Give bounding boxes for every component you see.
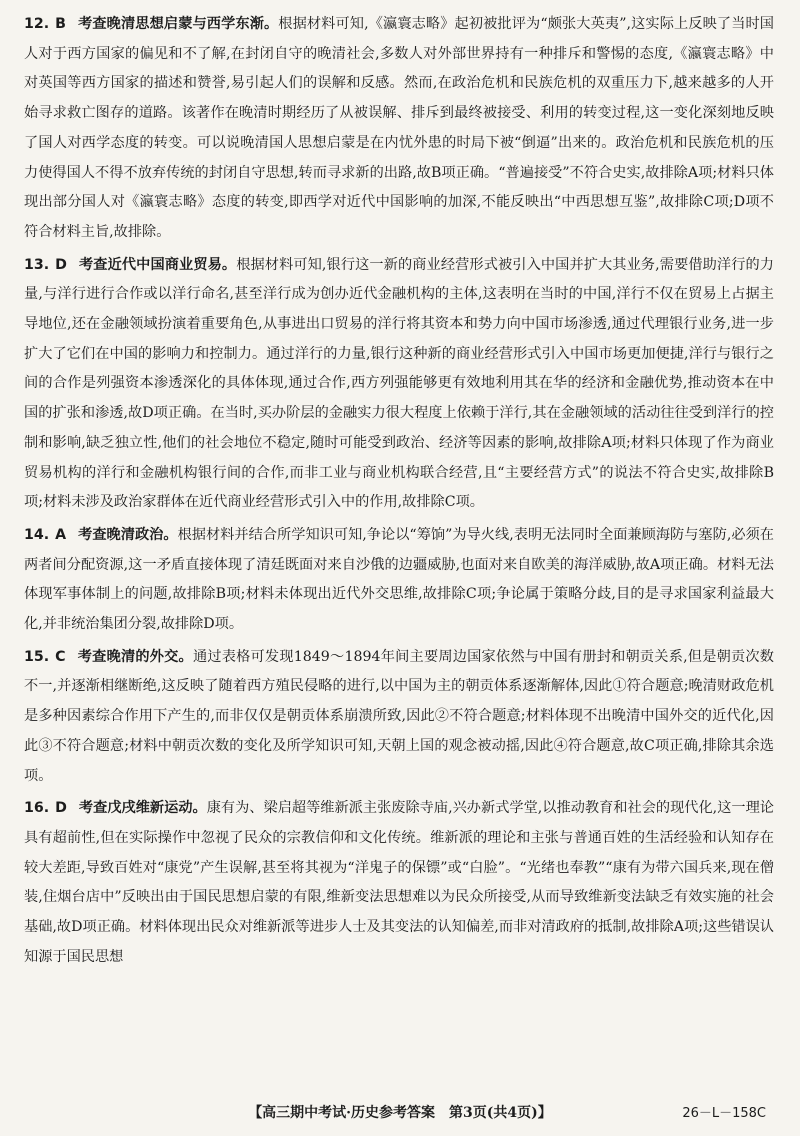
answer-explanation: 根据材料可知,《瀛寰志略》起初被批评为“颇张大英夷”,这实际上反映了当时国人对于西方国家的偏见和不了解,在封闭自守的晚清社会,多数人对外部世界持有一种排斥和警惕的态度,《瀛寰志略》中对英国等西方国家的描述和赞誉,易引起人们的误解和反感。然而,在政治危机和民族危机的双重压力下,越来越多的人开始寻求救亡图存的道路。该著作在晚清时期经历了从被误解、排斥到最终被接受、利用的转变过程,这一变化深刻地反映了国人对西学态度的转变。可以说晚清国人思想启蒙是在内忧外患的时局下被“倒逼”出来的。政治危机和民族危机的压力使得国人不得不放弃传统的封闭自守思想,转而寻求新的出路,故B项正确。“普遍接受”不符合史实,故排除A项;材料只体现出部分国人对《瀛寰志略》态度的转变,即西学对近代中国影响的加深,不能反映出“中西思想互鉴”,故排除C项;D项不符合材料主旨,故排除。 <box>24 16 774 240</box>
answer-16 <box>24 794 774 972</box>
answer-letter: A <box>55 526 67 543</box>
answer-topic: 考查晚清思想启蒙与西学东渐。 <box>77 16 279 32</box>
footer-title: 【高三期中考试·历史参考答案 第3页(共4页)】 <box>248 1105 552 1121</box>
question-number: 16. <box>24 800 50 817</box>
answer-13-paragraph <box>24 251 774 518</box>
question-number: 12. <box>24 16 50 32</box>
answer-13 <box>24 251 774 518</box>
answer-topic: 考查戊戌维新运动。 <box>78 800 207 817</box>
answer-explanation: 通过表格可发现1849～1894年间主要周边国家依然与中国有册封和朝贡关系,但是朝贡次数不一,并逐渐相继断绝,这反映了随着西方殖民侵略的进行,以中国为主的朝贡体系逐渐解体,因此①符合题意;晚清财政危机是多种因素综合作用下产生的,而非仅仅是朝贡体系崩溃所致,因此②不符合题意;材料体现不出晚清中国外交的近代化,因此③不符合题意;材料中朝贡次数的变化及所学知识可知,天朝上国的观念被动摇,因此④符合题意,故C项正确,排除其余选项。 <box>24 648 774 784</box>
answer-12-paragraph <box>24 10 774 248</box>
question-number: 14. <box>24 526 50 543</box>
answer-letter: D <box>55 256 67 273</box>
answer-15-paragraph <box>24 643 774 792</box>
question-number: 13. <box>24 256 50 273</box>
answer-letter: D <box>55 800 67 817</box>
page-footer <box>0 1102 800 1126</box>
answer-topic: 考查晚清政治。 <box>78 526 178 543</box>
answer-14 <box>24 521 774 640</box>
answer-letter: C <box>55 648 66 665</box>
answer-explanation: 康有为、梁启超等维新派主张废除寺庙,兴办新式学堂,以推动教育和社会的现代化,这一理论具有超前性,但在实际操作中忽视了民众的宗教信仰和文化传统。维新派的理论和主张与普通百姓的生活经验和认知存在较大差距,导致百姓对“康党”产生误解,甚至将其视为“洋鬼子的保镖”或“白脸”。“光绪也奉教”“康有为带六国兵来,现在僧装,住烟台店中”反映出由于国民思想启蒙的有限,维新变法思想难以为民众所接受,从而导致维新变法缺乏有效实施的社会基础,故D项正确。材料体现出民众对维新派等进步人士及其变法的认知偏差,而非对清政府的抵制,故排除A项;这些错误认知源于国民思想 <box>24 800 774 965</box>
answer-12 <box>24 10 774 248</box>
question-number: 15. <box>24 648 50 665</box>
document-code: 26－L－158C <box>682 1106 766 1121</box>
answer-14-paragraph <box>24 521 774 640</box>
answer-explanation: 根据材料可知,银行这一新的商业经营形式被引入中国并扩大其业务,需要借助洋行的力量,与洋行进行合作或以洋行命名,甚至洋行成为创办近代金融机构的主体,这表明在当时的中国,洋行不仅在贸易上占据主导地位,还在金融领域扮演着重要角色,从事进出口贸易的洋行将其资本和势力向中国市场渗透,通过代理银行业务,进一步扩大了它们在中国的影响力和控制力。通过洋行的力量,银行这种新的商业经营形式引入中国市场更加便捷,洋行与银行之间的合作是列强资本渗透深化的具体体现,通过合作,西方列强能够更有效地利用其在华的经济和金融优势,推动资本在中国的扩张和渗透,故D项正确。在当时,买办阶层的金融实力很大程度上依赖于洋行,其在金融领域的活动往往受到洋行的控制和影响,缺乏独立性,他们的社会地位不稳定,随时可能受到政治、经济等因素的影响,故排除A项;材料只体现了作为商业贸易机构的洋行和金融机构银行间的合作,而非工业与商业机构联合经营,且“主要经营方式”的说法不符合史实,故排除B项;材料未涉及政治家群体在近代商业经营形式引入中的作用,故排除C项。 <box>24 256 774 511</box>
answer-16-paragraph <box>24 794 774 972</box>
answer-explanation: 根据材料并结合所学知识可知,争论以“筹饷”为导火线,表明无法同时全面兼顾海防与塞防,必须在两者间分配资源,这一矛盾直接体现了清廷既面对来自沙俄的边疆威胁,也面对来自欧美的海洋威胁,故A项正确。材料无法体现军事体制上的问题,故排除B项;材料未体现出近代外交思维,故排除C项;争论属于策略分歧,目的是寻求国家利益最大化,并非统治集团分裂,故排除D项。 <box>24 526 774 633</box>
answer-letter: B <box>55 16 66 32</box>
answer-topic: 考查晚清的外交。 <box>77 648 193 665</box>
answer-15 <box>24 643 774 792</box>
answer-topic: 考查近代中国商业贸易。 <box>78 256 237 273</box>
